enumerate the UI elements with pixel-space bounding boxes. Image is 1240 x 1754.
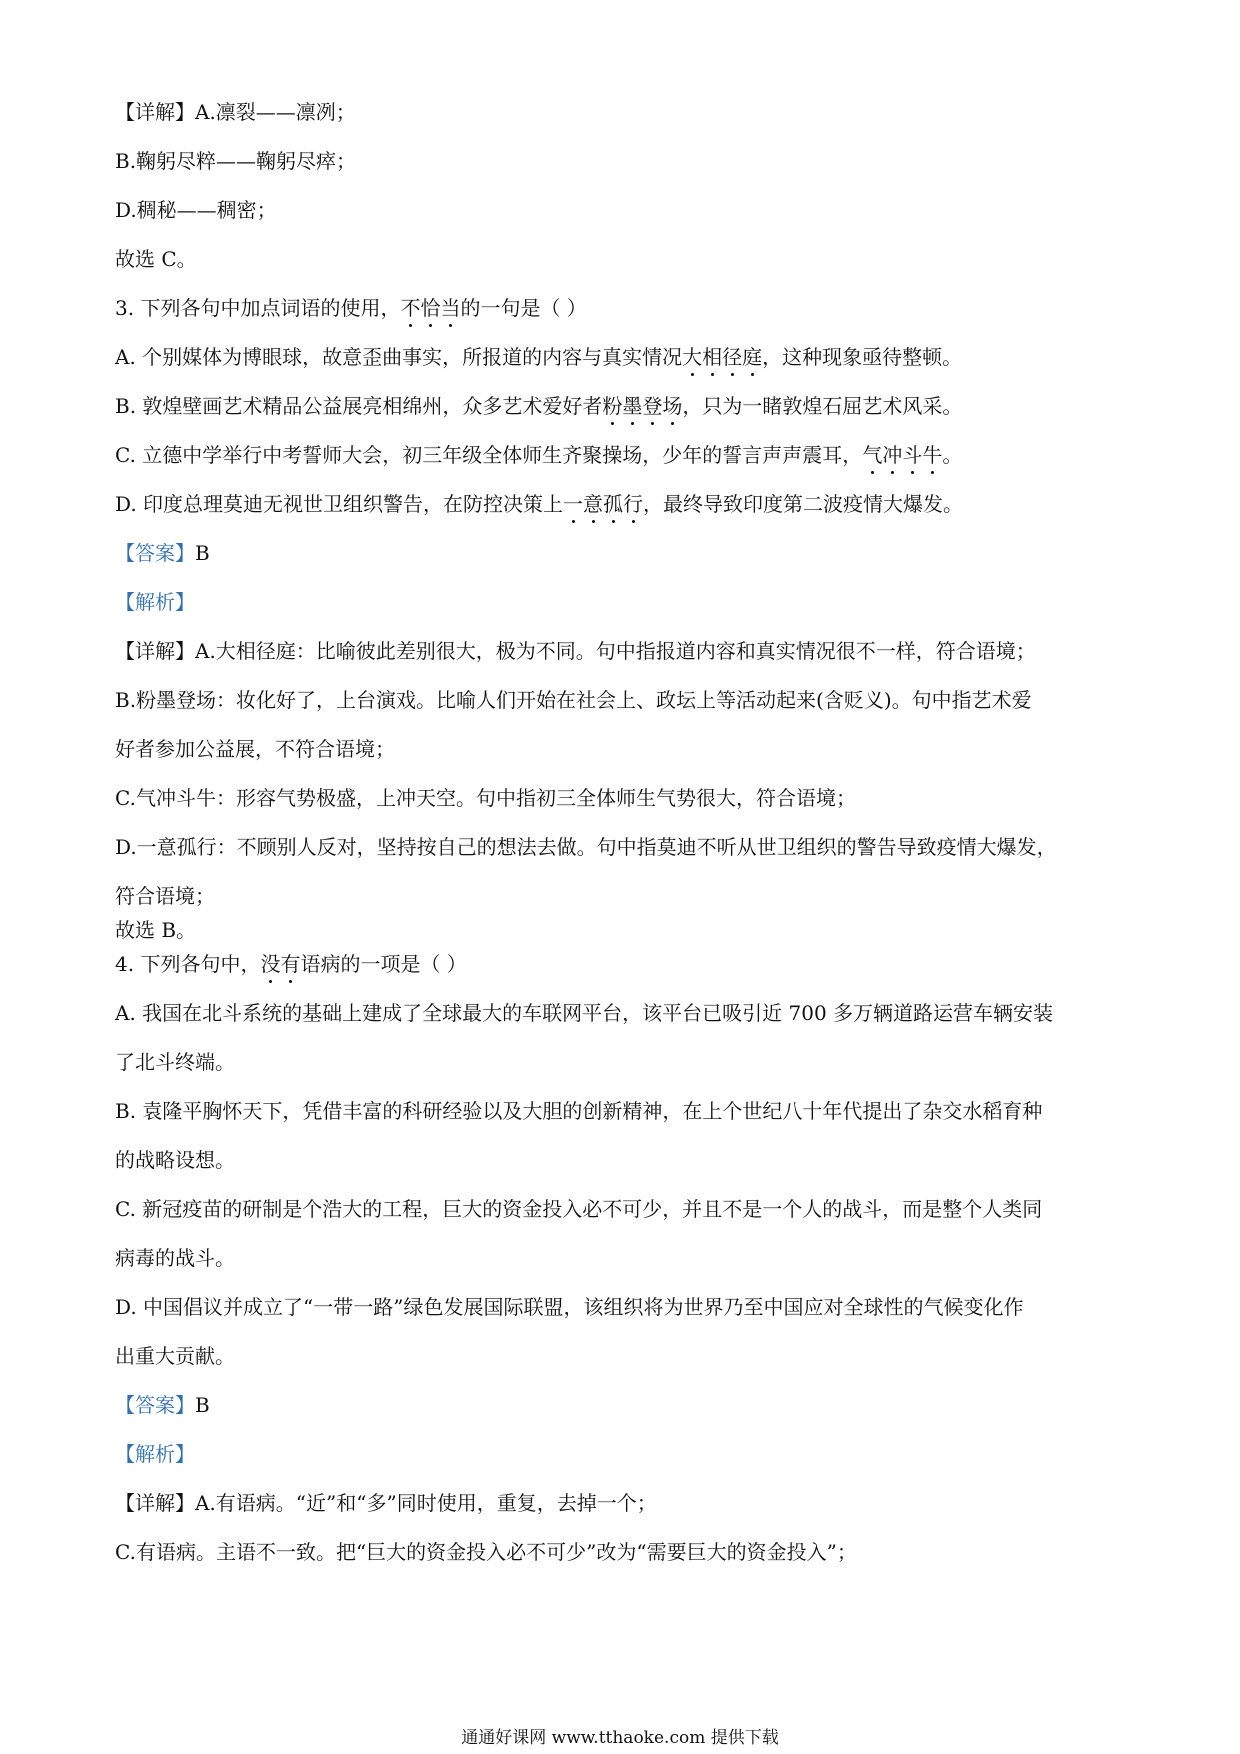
dotted-char: 墨 <box>622 394 643 418</box>
answer-tag: 【答案】 <box>115 1393 195 1417</box>
question-3-option-a: A. 个别媒体为博眼球，故意歪曲事实，所报道的内容与真实情况大相径庭，这种现象亟待整顿。 <box>115 345 963 369</box>
dotted-char: 登 <box>642 394 663 418</box>
question-3-option-b: B. 敦煌壁画艺术精品公益展亮相绵州，众多艺术爱好者粉墨登场，只为一睹敦煌石屈艺术风采。 <box>115 394 963 418</box>
dotted-char: 意 <box>583 492 604 516</box>
explanation-line: C.气冲斗牛：形容气势极盛，上冲天空。句中指初三全体师生气势很大，符合语境； <box>115 786 856 810</box>
dotted-char: 行 <box>623 492 644 516</box>
analysis-tag: 【解析】 <box>115 1442 195 1466</box>
question-4-option-b: B. 袁隆平胸怀天下，凭借丰富的科研经验以及大胆的创新精神，在上个世纪八十年代提出了杂交水稻育种 <box>115 1099 1043 1123</box>
explanation-line: B.鞠躬尽粹——鞠躬尽瘁； <box>115 149 357 173</box>
answer-line <box>115 541 1125 565</box>
dotted-char: 有 <box>280 952 301 976</box>
answer-value: B <box>195 541 210 565</box>
dotted-char: 孤 <box>603 492 624 516</box>
question-4-option-d: D. 中国倡议并成立了“一带一路”绿色发展国际联盟，该组织将为世界乃至中国应对全球性的气候变化作 <box>115 1295 1024 1319</box>
dotted-char: 当 <box>440 296 461 320</box>
explanation-line: 【详解】A.大相径庭：比喻彼此差别很大，极为不同。句中指报道内容和真实情况很不一样，符合语境； <box>115 639 1036 663</box>
dotted-char: 不 <box>400 296 421 320</box>
question-3-option-c: C. 立德中学举行中考誓师大会，初三年级全体师生齐聚操场，少年的誓言声声震耳，气冲斗牛。 <box>115 443 963 467</box>
dotted-char: 一 <box>563 492 584 516</box>
question-4-option-b-cont: 的战略设想。 <box>115 1148 235 1172</box>
analysis-tag: 【解析】 <box>115 590 195 614</box>
explanation-line: C.有语病。主语不一致。把“巨大的资金投入必不可少”改为“需要巨大的资金投入”； <box>115 1540 857 1564</box>
question-3-option-d: D. 印度总理莫迪无视世卫组织警告，在防控决策上一意孤行，最终导致印度第二波疫情大爆发。 <box>115 492 964 516</box>
dotted-char: 冲 <box>882 443 903 467</box>
question-4-option-a: A. 我国在北斗系统的基础上建成了全球最大的车联网平台，该平台已吸引近 700 多万辆道路运营车辆安装 <box>115 1001 1054 1025</box>
dotted-char: 牛 <box>922 443 943 467</box>
explanation-line: B.粉墨登场：妆化好了，上台演戏。比喻人们开始在社会上、政坛上等活动起来(含贬义)。句中指艺术爱 <box>115 688 1032 712</box>
answer-value: B <box>195 1393 210 1417</box>
explanation-line: 符合语境； <box>115 884 215 908</box>
explanation-line: D.稠秘——稠密； <box>115 198 277 222</box>
question-4-option-a-cont: 了北斗终端。 <box>115 1050 235 1074</box>
dotted-char: 气 <box>862 443 883 467</box>
dotted-char: 斗 <box>902 443 923 467</box>
question-4-option-d-cont: 出重大贡献。 <box>115 1344 235 1368</box>
answer-tag: 【答案】 <box>115 541 195 565</box>
explanation-line: 好者参加公益展，不符合语境； <box>115 737 395 761</box>
answer-line <box>115 1393 1125 1417</box>
dotted-char: 粉 <box>602 394 623 418</box>
dotted-char: 场 <box>662 394 683 418</box>
dotted-char: 径 <box>722 345 743 369</box>
question-4-stem: 4. 下列各句中，没有语病的一项是（ ） <box>115 952 467 976</box>
conclusion-line: 故选 C。 <box>115 247 197 271</box>
explanation-line: 【详解】A.凛裂——凛冽； <box>115 100 356 124</box>
document-page <box>115 100 1125 1589</box>
explanation-line: 【详解】A.有语病。“近”和“多”同时使用，重复，去掉一个； <box>115 1491 657 1515</box>
conclusion-line: 故选 B。 <box>115 918 197 942</box>
question-4-option-c: C. 新冠疫苗的研制是个浩大的工程，巨大的资金投入必不可少，并且不是一个人的战斗，而是整个人类同 <box>115 1197 1043 1221</box>
explanation-line: D.一意孤行：不顾别人反对，坚持按自己的想法去做。句中指莫迪不听从世卫组织的警告导致疫情大爆发， <box>115 835 1057 859</box>
question-4-option-c-cont: 病毒的战斗。 <box>115 1246 235 1270</box>
page-footer: 通通好课网 www.tthaoke.com 提供下载 <box>461 1728 779 1748</box>
dotted-char: 相 <box>702 345 723 369</box>
dotted-char: 没 <box>260 952 281 976</box>
dotted-char: 大 <box>682 345 703 369</box>
dotted-char: 庭 <box>742 345 763 369</box>
question-3-stem: 3. 下列各句中加点词语的使用，不恰当的一句是（ ） <box>115 296 587 320</box>
dotted-char: 恰 <box>420 296 441 320</box>
